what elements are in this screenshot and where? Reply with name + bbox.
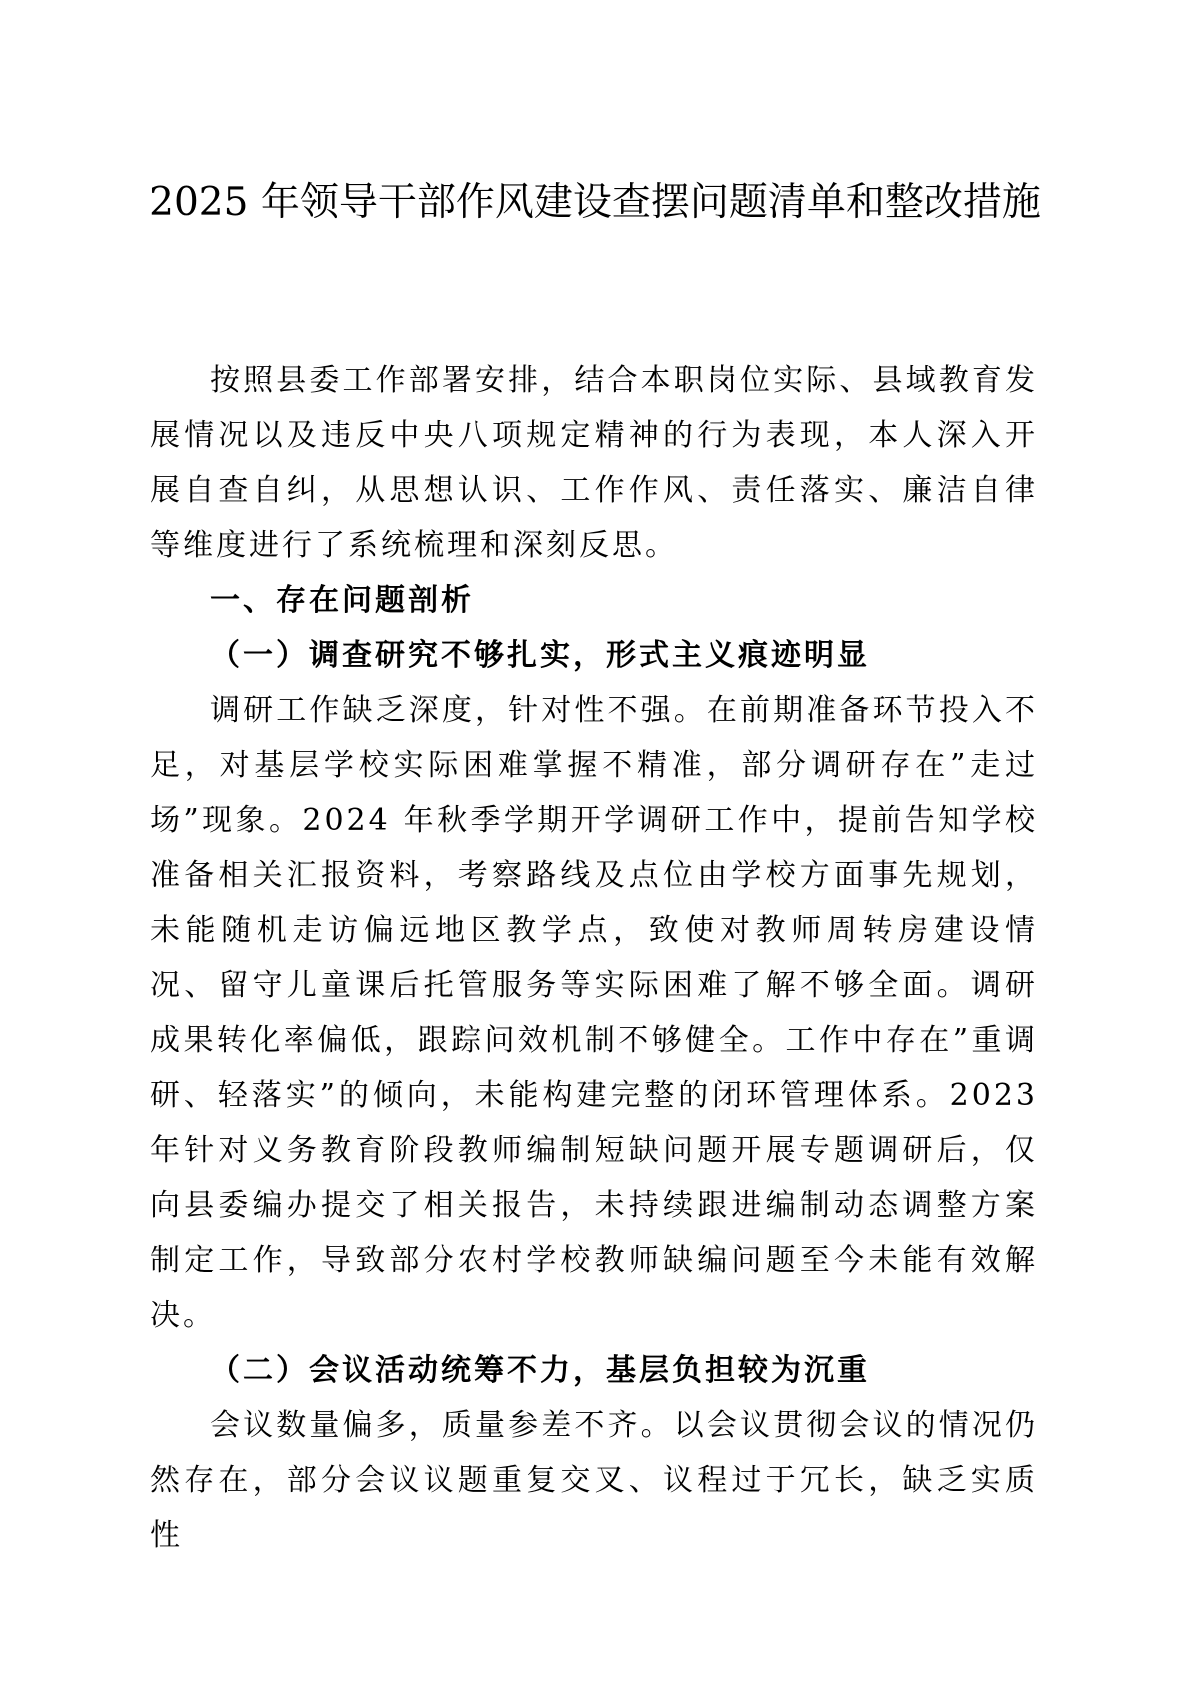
section-heading-problems: 一、存在问题剖析 [210, 583, 474, 618]
research-paragraph: 调研工作缺乏深度，针对性不强。在前期准备环节投入不足，对基层学校实际困难掌握不精准，部分调研存在”走过场”现象。2024 年秋季学期开学调研工作中，提前告知学校准备相关汇报资料，考察路线及点位由学校方面事先规划，未能随机走访偏远地区教学点，致使对教师周转房建设情况、留守儿童课后托管服务等实际困难了解不够全面。调研成果转化率偏低，跟踪问效机制不够健全。工作中存在”重调研、轻落实”的倾向，未能构建完整的闭环管理体系。2023 年针对义务教育阶段教师编制短缺问题开展专题调研后，仅向县委编办提交了相关报告，未持续跟进编制动态调整方案制定工作，导致部分农村学校教师缺编问题至今未能有效解决。 [150, 693, 1038, 1333]
subsection-heading-research: （一）调查研究不够扎实，形式主义痕迹明显 [210, 638, 870, 673]
meetings-paragraph: 会议数量偏多，质量参差不齐。以会议贯彻会议的情况仍然存在，部分会议议题重复交叉、议程过于冗长，缺乏实质性 [150, 1408, 1038, 1553]
intro-paragraph: 按照县委工作部署安排，结合本职岗位实际、县域教育发展情况以及违反中央八项规定精神的行为表现，本人深入开展自查自纠，从思想认识、工作作风、责任落实、廉洁自律等维度进行了系统梳理和深刻反思。 [150, 363, 1038, 563]
document-title: 2025 年领导干部作风建设查摆问题清单和整改措施 [149, 180, 1041, 225]
document-body [150, 353, 1038, 1563]
subsection-heading-meetings: （二）会议活动统筹不力，基层负担较为沉重 [210, 1353, 870, 1388]
